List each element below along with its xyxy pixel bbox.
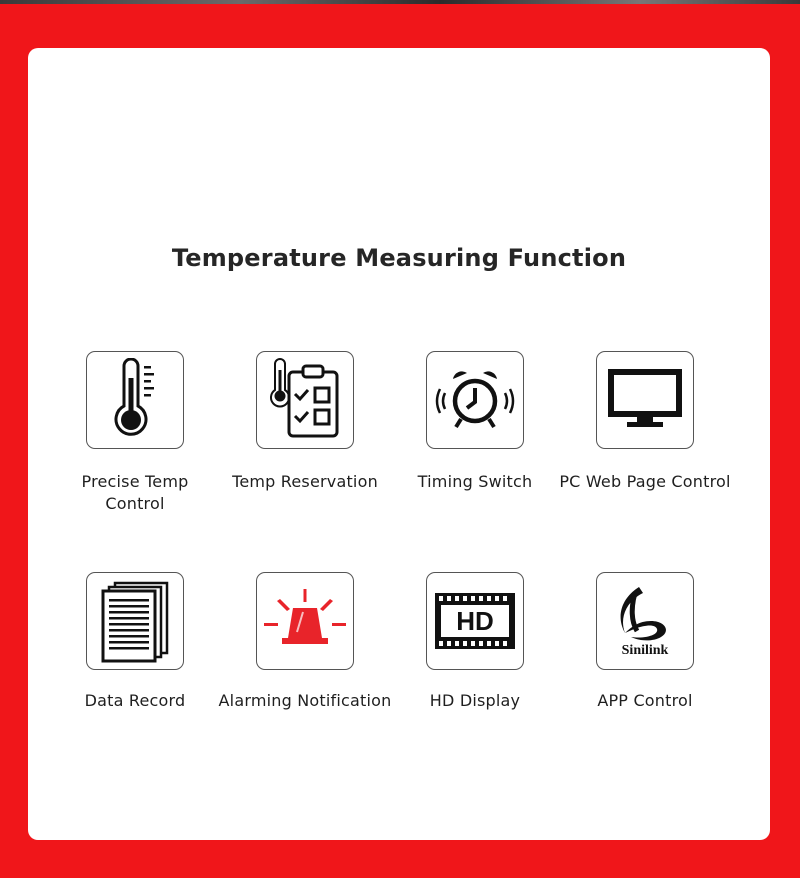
feature-card — [28, 48, 770, 840]
feature-data-record — [45, 572, 225, 712]
feature-label: HD Display — [429, 691, 521, 710]
feature-label: PC Web Page Control — [559, 472, 731, 491]
feature-icon-box — [596, 572, 694, 670]
feature-label: Timing Switch — [417, 472, 533, 491]
feature-label: Alarming Notification — [218, 691, 392, 710]
sinilink-logo — [605, 581, 685, 661]
hd-film-icon — [433, 591, 517, 651]
clipboard-checklist-icon — [265, 358, 345, 442]
siren-icon — [263, 586, 347, 656]
monitor-icon — [607, 368, 683, 432]
feature-app-control — [555, 572, 735, 712]
feature-icon-box — [596, 351, 694, 449]
top-photo-strip — [0, 0, 800, 4]
page-title: Temperature Measuring Function — [171, 244, 627, 272]
feature-icon-box — [86, 572, 184, 670]
documents-icon — [99, 579, 171, 663]
sinilink-logo-text: Sinilink — [621, 643, 669, 658]
feature-label: Precise Temp Control — [81, 472, 189, 513]
feature-alarming-notification — [215, 572, 395, 712]
feature-icon-box — [86, 351, 184, 449]
feature-timing-switch — [385, 351, 565, 493]
feature-label: Data Record — [84, 691, 186, 710]
svg-text:HD: HD — [456, 606, 494, 636]
feature-hd-display — [385, 572, 565, 712]
feature-icon-box — [426, 351, 524, 449]
feature-pc-web-page-control — [555, 351, 735, 493]
feature-icon-box — [426, 572, 524, 670]
feature-icon-box — [256, 572, 354, 670]
feature-icon-box — [256, 351, 354, 449]
feature-label: Temp Reservation — [232, 472, 378, 491]
feature-temp-reservation — [215, 351, 395, 493]
alarm-clock-icon — [435, 365, 515, 435]
thermometer-icon — [100, 358, 170, 442]
feature-label: APP Control — [597, 691, 693, 710]
feature-precise-temp-control — [45, 351, 225, 515]
